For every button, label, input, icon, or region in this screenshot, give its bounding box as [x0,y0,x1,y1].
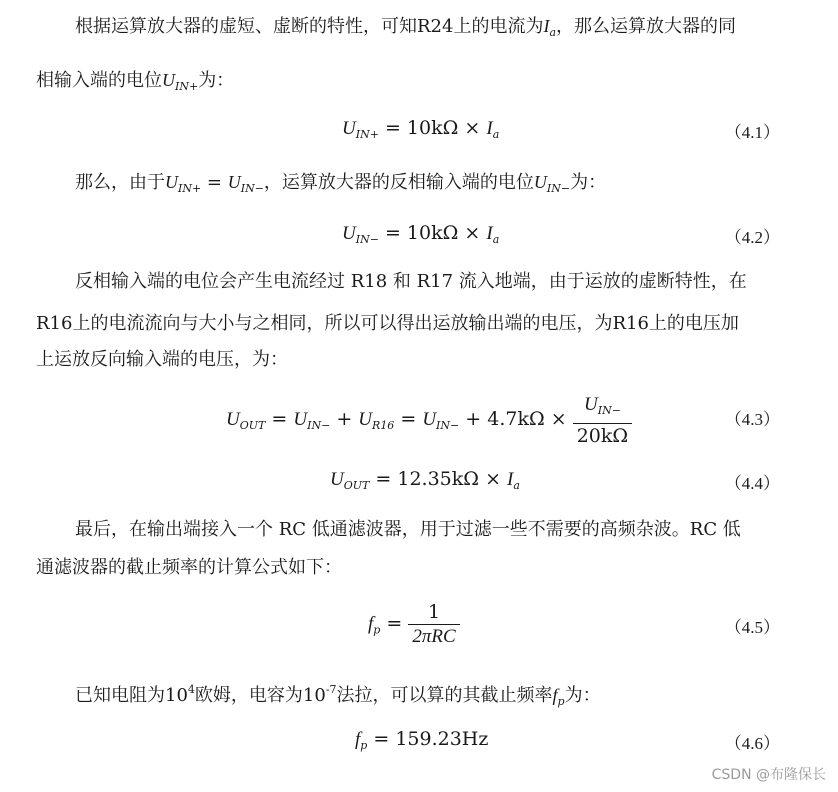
fraction [408,600,459,649]
superscript: 4 [187,683,195,696]
equation-4-3 [226,392,632,448]
var-U: U [162,70,175,90]
sub: OUT [343,479,370,492]
plus: + [330,408,359,430]
var-U: U [533,172,547,192]
equation-4-4 [330,468,520,492]
paragraph-3-line-3: 上运放反向输入端的电压，为： [36,349,288,370]
watermark: CSDN @布隆保长 [711,767,826,783]
sub: OUT [239,419,266,432]
equation-number-4-5: （4.5） [724,618,780,637]
numerator [573,392,632,424]
var-f: f [355,729,361,750]
var-U: U [226,409,240,430]
sub: IN− [355,233,379,246]
sub: IN− [546,182,571,195]
var-I: I [543,16,550,36]
sub: p [373,623,381,637]
var-U: U [342,118,356,139]
sub: IN+ [178,182,202,195]
sub: IN− [307,419,331,432]
var-U: U [293,409,308,430]
denominator: 20kΩ [576,425,629,447]
paragraph-3-line-1: 反相输入端的电位会产生电流经过 R18 和 R17 流入地端，由于运放的虚断特性，在 [75,271,747,292]
sub: IN− [597,404,621,417]
var-U: U [422,409,437,430]
var-I: I [486,223,493,244]
text: 那么，由于 [75,172,165,193]
equation-number-4-1: （4.1） [724,123,780,142]
equation-4-2 [342,222,499,246]
sub: p [557,695,565,708]
sub: IN− [436,419,460,432]
rhs: + 4.7kΩ × [459,408,573,430]
sub: IN+ [355,128,379,141]
var-I: I [507,469,514,490]
var-U: U [583,394,598,415]
sub-a: a [549,26,557,39]
text: 欧姆，电容为10 [194,685,326,706]
var-U: U [342,223,356,244]
equation-number-4-4: （4.4） [724,474,780,493]
text: 根据运算放大器的虚短、虚断的特性，可知R24上的电流为 [75,16,544,37]
text: 法拉，可以算的其截止频率 [336,685,553,706]
equals: = [265,408,294,430]
sub: a [492,233,500,246]
var-U: U [227,172,241,192]
text: 已知电阻为10 [75,685,188,706]
var-I: I [486,118,493,139]
text: ，那么运算放大器的同 [556,16,737,37]
equation-4-5 [368,600,460,649]
var-U: U [330,469,344,490]
sub: p [360,739,368,752]
equation-4-1 [342,117,499,141]
rhs: = 159.23Hz [367,728,489,750]
equation-number-4-2: （4.2） [724,228,780,247]
equation-number-4-3: （4.3） [724,410,780,429]
paragraph-4-line-1: 最后，在输出端接入一个 RC 低通滤波器，用于过滤一些不需要的高频杂波。RC 低 [75,519,741,540]
rhs: = 10kΩ × [378,222,487,244]
text: 相输入端的电位 [36,70,162,91]
var-f: f [552,685,558,705]
var-U: U [165,172,178,192]
text: 为： [198,70,235,91]
sub-IN-plus: IN+ [175,80,199,93]
equals: = [380,612,409,635]
paragraph-2 [75,168,606,203]
text: ，运算放大器的反相输入端的电位 [263,172,534,193]
equation-number-4-6: （4.6） [724,734,780,753]
paragraph-1-line-2 [36,66,234,101]
sub: a [513,479,520,492]
superscript: -7 [325,683,337,696]
equals: = [201,172,228,193]
rhs: = 10kΩ × [378,117,487,139]
rhs: = 12.35kΩ × [369,468,508,490]
sub: a [492,128,500,141]
equation-4-6 [355,728,488,752]
paragraph-5 [75,676,601,716]
numerator: 1 [408,600,459,625]
sub: R16 [372,419,395,432]
sub: IN− [240,182,264,195]
var-U: U [358,409,373,430]
paragraph-3-line-2: R16上的电流流向与大小与之相同，所以可以得出运放输出端的电压，为R16上的电压加 [36,313,739,334]
equals: = [394,408,423,430]
denominator: 2πRC [412,626,456,647]
text: 为： [570,172,607,193]
paragraph-1-line-1 [75,12,736,47]
paragraph-4-line-2: 通滤波器的截止频率的计算公式如下： [36,557,342,578]
var-f: f [368,613,374,635]
text: 为： [564,685,601,706]
fraction [573,392,632,448]
